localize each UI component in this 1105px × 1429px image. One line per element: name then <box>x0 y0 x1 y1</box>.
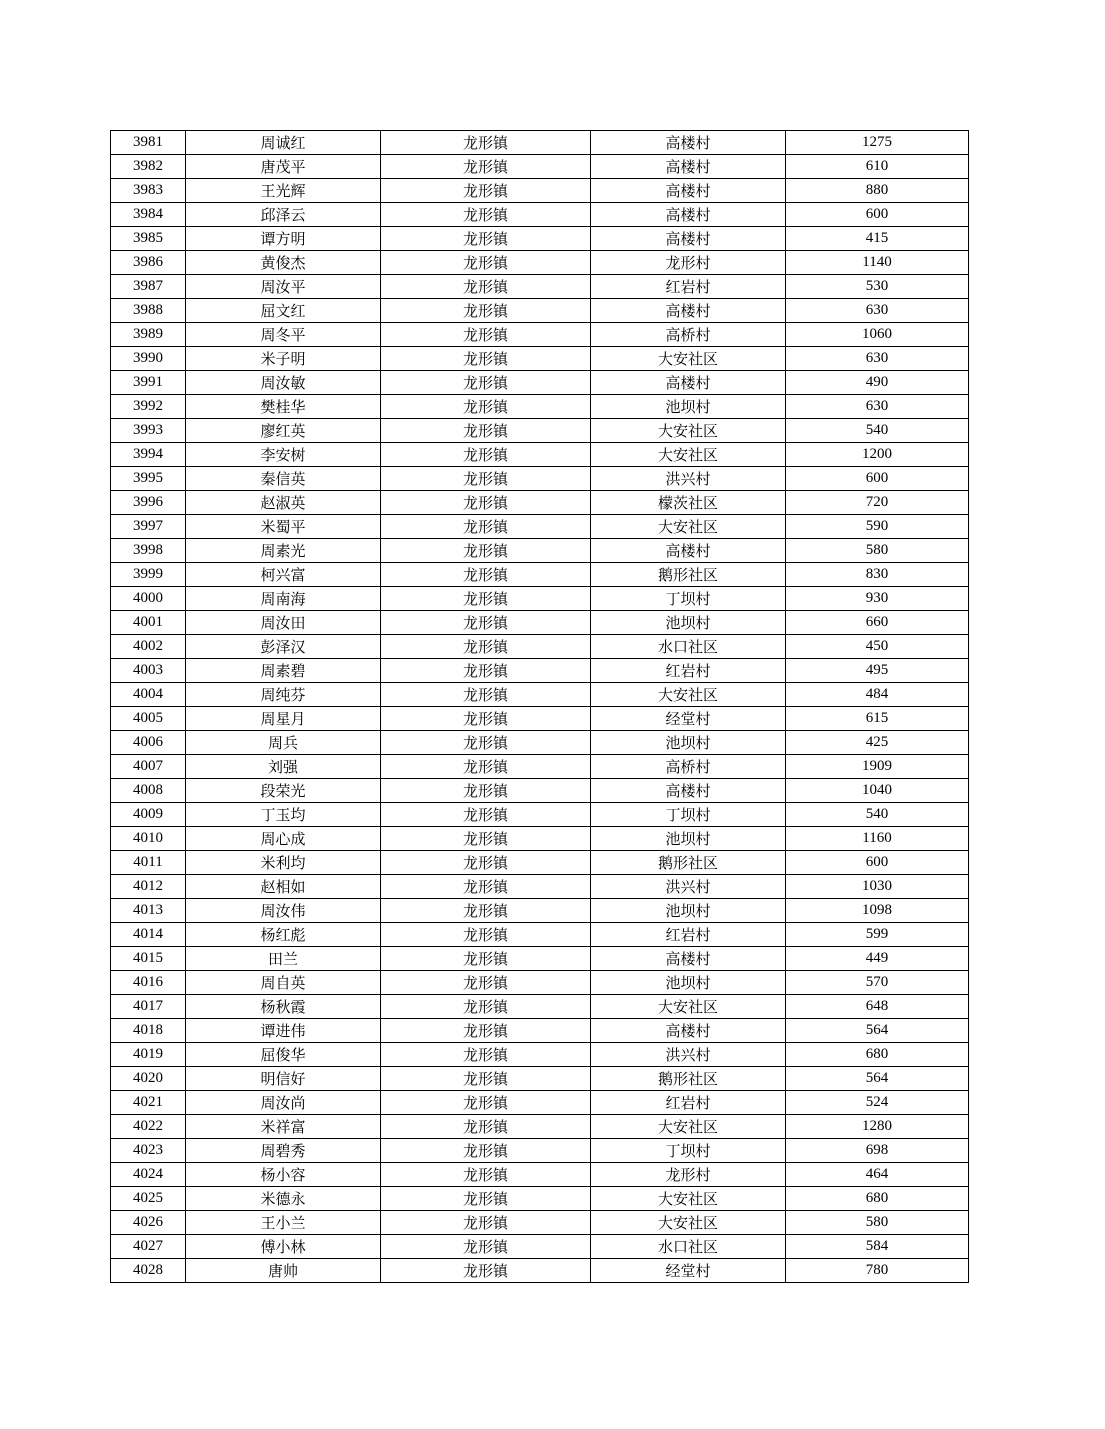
table-cell-id: 4015 <box>111 947 186 971</box>
table-row <box>111 1115 969 1139</box>
table-cell-name: 米德永 <box>186 1187 381 1211</box>
table-cell-town: 龙形镇 <box>381 707 591 731</box>
table-cell-village: 池坝村 <box>591 395 786 419</box>
table-cell-name: 彭泽汉 <box>186 635 381 659</box>
table-cell-amount: 1040 <box>786 779 969 803</box>
table-cell-amount: 630 <box>786 395 969 419</box>
table-cell-id: 4024 <box>111 1163 186 1187</box>
table-cell-village: 高楼村 <box>591 203 786 227</box>
table-cell-amount: 698 <box>786 1139 969 1163</box>
table-cell-id: 4027 <box>111 1235 186 1259</box>
table-cell-name: 段荣光 <box>186 779 381 803</box>
table-cell-id: 4010 <box>111 827 186 851</box>
table-cell-amount: 610 <box>786 155 969 179</box>
table-row <box>111 803 969 827</box>
table-cell-name: 李安树 <box>186 443 381 467</box>
table-cell-id: 4016 <box>111 971 186 995</box>
table-cell-id: 3987 <box>111 275 186 299</box>
table-cell-name: 杨红彪 <box>186 923 381 947</box>
table-cell-amount: 1030 <box>786 875 969 899</box>
table-cell-village: 丁坝村 <box>591 1139 786 1163</box>
table-cell-name: 秦信英 <box>186 467 381 491</box>
table-cell-name: 米利均 <box>186 851 381 875</box>
table-cell-village: 大安社区 <box>591 515 786 539</box>
table-cell-name: 周心成 <box>186 827 381 851</box>
table-cell-amount: 450 <box>786 635 969 659</box>
table-cell-village: 大安社区 <box>591 443 786 467</box>
table-cell-village: 水口社区 <box>591 1235 786 1259</box>
table-cell-name: 唐茂平 <box>186 155 381 179</box>
table-cell-village: 丁坝村 <box>591 587 786 611</box>
table-cell-name: 周诚红 <box>186 131 381 155</box>
table-cell-amount: 584 <box>786 1235 969 1259</box>
table-cell-name: 周冬平 <box>186 323 381 347</box>
table-cell-amount: 1280 <box>786 1115 969 1139</box>
table-cell-town: 龙形镇 <box>381 179 591 203</box>
table-cell-village: 高楼村 <box>591 299 786 323</box>
table-row <box>111 1235 969 1259</box>
table-cell-amount: 660 <box>786 611 969 635</box>
table-cell-amount: 449 <box>786 947 969 971</box>
table-cell-amount: 580 <box>786 539 969 563</box>
table-cell-name: 周兵 <box>186 731 381 755</box>
table-row <box>111 755 969 779</box>
table-cell-amount: 484 <box>786 683 969 707</box>
table-cell-name: 田兰 <box>186 947 381 971</box>
table-cell-village: 大安社区 <box>591 347 786 371</box>
table-cell-name: 周碧秀 <box>186 1139 381 1163</box>
table-cell-name: 周自英 <box>186 971 381 995</box>
table-cell-amount: 1200 <box>786 443 969 467</box>
table-row <box>111 515 969 539</box>
table-cell-amount: 415 <box>786 227 969 251</box>
table-cell-town: 龙形镇 <box>381 1163 591 1187</box>
table-cell-town: 龙形镇 <box>381 1259 591 1283</box>
table-cell-name: 廖红英 <box>186 419 381 443</box>
table-cell-town: 龙形镇 <box>381 1067 591 1091</box>
table-cell-id: 4005 <box>111 707 186 731</box>
table-cell-town: 龙形镇 <box>381 1211 591 1235</box>
table-cell-id: 3985 <box>111 227 186 251</box>
table-cell-name: 王光辉 <box>186 179 381 203</box>
table-row <box>111 899 969 923</box>
table-cell-village: 洪兴村 <box>591 875 786 899</box>
table-cell-village: 龙形村 <box>591 251 786 275</box>
table-row <box>111 1163 969 1187</box>
table-cell-id: 4009 <box>111 803 186 827</box>
table-row <box>111 563 969 587</box>
table-cell-village: 水口社区 <box>591 635 786 659</box>
table-cell-village: 丁坝村 <box>591 803 786 827</box>
table-cell-id: 3997 <box>111 515 186 539</box>
table-row <box>111 707 969 731</box>
table-cell-town: 龙形镇 <box>381 803 591 827</box>
table-cell-village: 红岩村 <box>591 923 786 947</box>
table-cell-amount: 830 <box>786 563 969 587</box>
table-cell-id: 3993 <box>111 419 186 443</box>
table-cell-id: 3989 <box>111 323 186 347</box>
table-cell-amount: 1060 <box>786 323 969 347</box>
table-row <box>111 323 969 347</box>
table-cell-amount: 680 <box>786 1043 969 1067</box>
table-cell-town: 龙形镇 <box>381 251 591 275</box>
table-row <box>111 683 969 707</box>
table-cell-amount: 524 <box>786 1091 969 1115</box>
table-cell-name: 明信好 <box>186 1067 381 1091</box>
table-cell-village: 鹅形社区 <box>591 1067 786 1091</box>
table-cell-town: 龙形镇 <box>381 587 591 611</box>
table-row <box>111 1139 969 1163</box>
data-table <box>110 130 969 1283</box>
table-cell-village: 洪兴村 <box>591 1043 786 1067</box>
table-cell-name: 周南海 <box>186 587 381 611</box>
table-row <box>111 731 969 755</box>
table-cell-name: 赵淑英 <box>186 491 381 515</box>
table-cell-town: 龙形镇 <box>381 899 591 923</box>
table-cell-id: 3981 <box>111 131 186 155</box>
table-cell-name: 王小兰 <box>186 1211 381 1235</box>
table-cell-id: 4022 <box>111 1115 186 1139</box>
table-cell-town: 龙形镇 <box>381 755 591 779</box>
table-cell-village: 大安社区 <box>591 683 786 707</box>
table-cell-name: 赵相如 <box>186 875 381 899</box>
table-cell-name: 屈俊华 <box>186 1043 381 1067</box>
table-cell-amount: 680 <box>786 1187 969 1211</box>
table-cell-town: 龙形镇 <box>381 995 591 1019</box>
table-cell-village: 大安社区 <box>591 1187 786 1211</box>
table-cell-id: 4008 <box>111 779 186 803</box>
table-row <box>111 539 969 563</box>
table-row <box>111 131 969 155</box>
table-cell-amount: 630 <box>786 347 969 371</box>
table-cell-town: 龙形镇 <box>381 1019 591 1043</box>
table-cell-name: 谭方明 <box>186 227 381 251</box>
table-row <box>111 851 969 875</box>
table-cell-town: 龙形镇 <box>381 731 591 755</box>
table-cell-village: 大安社区 <box>591 419 786 443</box>
table-cell-amount: 564 <box>786 1067 969 1091</box>
table-cell-amount: 930 <box>786 587 969 611</box>
table-cell-village: 鹅形社区 <box>591 563 786 587</box>
table-cell-id: 4000 <box>111 587 186 611</box>
table-cell-id: 3995 <box>111 467 186 491</box>
table-row <box>111 155 969 179</box>
table-cell-amount: 1160 <box>786 827 969 851</box>
table-cell-amount: 490 <box>786 371 969 395</box>
table-cell-amount: 564 <box>786 1019 969 1043</box>
table-cell-village: 大安社区 <box>591 1115 786 1139</box>
table-cell-id: 3998 <box>111 539 186 563</box>
table-cell-name: 周汝敏 <box>186 371 381 395</box>
table-cell-village: 高楼村 <box>591 227 786 251</box>
table-cell-village: 红岩村 <box>591 1091 786 1115</box>
table-cell-amount: 540 <box>786 803 969 827</box>
table-cell-town: 龙形镇 <box>381 827 591 851</box>
table-row <box>111 299 969 323</box>
table-cell-amount: 1275 <box>786 131 969 155</box>
table-cell-id: 3984 <box>111 203 186 227</box>
table-cell-village: 池坝村 <box>591 827 786 851</box>
table-cell-id: 4021 <box>111 1091 186 1115</box>
table-cell-amount: 615 <box>786 707 969 731</box>
table-cell-id: 4019 <box>111 1043 186 1067</box>
table-row <box>111 1187 969 1211</box>
table-cell-amount: 600 <box>786 851 969 875</box>
table-cell-name: 米祥富 <box>186 1115 381 1139</box>
table-cell-town: 龙形镇 <box>381 227 591 251</box>
table-cell-town: 龙形镇 <box>381 203 591 227</box>
table-row <box>111 467 969 491</box>
table-row <box>111 587 969 611</box>
table-cell-town: 龙形镇 <box>381 515 591 539</box>
table-row <box>111 275 969 299</box>
table-cell-village: 池坝村 <box>591 731 786 755</box>
table-cell-name: 柯兴富 <box>186 563 381 587</box>
table-cell-name: 周素碧 <box>186 659 381 683</box>
table-cell-name: 丁玉均 <box>186 803 381 827</box>
table-row <box>111 227 969 251</box>
table-row <box>111 995 969 1019</box>
table-cell-amount: 464 <box>786 1163 969 1187</box>
table-cell-village: 高桥村 <box>591 323 786 347</box>
table-cell-village: 高楼村 <box>591 131 786 155</box>
table-cell-name: 屈文红 <box>186 299 381 323</box>
table-cell-amount: 530 <box>786 275 969 299</box>
table-cell-id: 4007 <box>111 755 186 779</box>
table-cell-name: 周星月 <box>186 707 381 731</box>
table-cell-town: 龙形镇 <box>381 275 591 299</box>
table-cell-id: 4026 <box>111 1211 186 1235</box>
table-cell-name: 杨秋霞 <box>186 995 381 1019</box>
table-row <box>111 1019 969 1043</box>
table-cell-name: 周汝田 <box>186 611 381 635</box>
table-cell-amount: 425 <box>786 731 969 755</box>
table-cell-amount: 1909 <box>786 755 969 779</box>
table-cell-village: 高楼村 <box>591 539 786 563</box>
table-cell-name: 米子明 <box>186 347 381 371</box>
table-cell-village: 鹅形社区 <box>591 851 786 875</box>
table-cell-town: 龙形镇 <box>381 611 591 635</box>
table-cell-village: 经堂村 <box>591 707 786 731</box>
table-cell-village: 池坝村 <box>591 971 786 995</box>
table-cell-amount: 580 <box>786 1211 969 1235</box>
table-cell-village: 高桥村 <box>591 755 786 779</box>
table-cell-id: 4014 <box>111 923 186 947</box>
table-cell-amount: 600 <box>786 203 969 227</box>
table-cell-id: 4013 <box>111 899 186 923</box>
table-row <box>111 827 969 851</box>
table-cell-town: 龙形镇 <box>381 323 591 347</box>
table-cell-id: 4018 <box>111 1019 186 1043</box>
table-cell-id: 4017 <box>111 995 186 1019</box>
table-cell-village: 高楼村 <box>591 779 786 803</box>
table-cell-village: 大安社区 <box>591 995 786 1019</box>
table-cell-amount: 880 <box>786 179 969 203</box>
table-cell-town: 龙形镇 <box>381 1187 591 1211</box>
table-cell-name: 黄俊杰 <box>186 251 381 275</box>
table-cell-name: 周汝平 <box>186 275 381 299</box>
table-cell-town: 龙形镇 <box>381 923 591 947</box>
table-cell-town: 龙形镇 <box>381 947 591 971</box>
table-cell-village: 龙形村 <box>591 1163 786 1187</box>
table-cell-amount: 540 <box>786 419 969 443</box>
table-cell-town: 龙形镇 <box>381 659 591 683</box>
table-cell-town: 龙形镇 <box>381 875 591 899</box>
table-cell-amount: 570 <box>786 971 969 995</box>
table-cell-id: 3992 <box>111 395 186 419</box>
table-cell-id: 4002 <box>111 635 186 659</box>
table-row <box>111 395 969 419</box>
table-cell-id: 4020 <box>111 1067 186 1091</box>
table-cell-amount: 590 <box>786 515 969 539</box>
table-cell-town: 龙形镇 <box>381 971 591 995</box>
table-cell-amount: 1098 <box>786 899 969 923</box>
table-cell-name: 周纯芬 <box>186 683 381 707</box>
table-cell-id: 3983 <box>111 179 186 203</box>
table-row <box>111 971 969 995</box>
table-cell-town: 龙形镇 <box>381 467 591 491</box>
table-cell-town: 龙形镇 <box>381 1115 591 1139</box>
table-cell-name: 杨小容 <box>186 1163 381 1187</box>
table-cell-id: 4025 <box>111 1187 186 1211</box>
table-row <box>111 923 969 947</box>
table-row <box>111 179 969 203</box>
table-row <box>111 251 969 275</box>
table-cell-town: 龙形镇 <box>381 155 591 179</box>
table-cell-town: 龙形镇 <box>381 1139 591 1163</box>
table-cell-amount: 630 <box>786 299 969 323</box>
table-cell-town: 龙形镇 <box>381 539 591 563</box>
table-row <box>111 419 969 443</box>
table-cell-id: 4012 <box>111 875 186 899</box>
table-cell-id: 4006 <box>111 731 186 755</box>
table-cell-village: 红岩村 <box>591 659 786 683</box>
table-cell-amount: 495 <box>786 659 969 683</box>
table-cell-amount: 600 <box>786 467 969 491</box>
table-cell-town: 龙形镇 <box>381 347 591 371</box>
table-cell-id: 4001 <box>111 611 186 635</box>
table-cell-village: 高楼村 <box>591 947 786 971</box>
table-cell-town: 龙形镇 <box>381 299 591 323</box>
table-cell-id: 3990 <box>111 347 186 371</box>
table-cell-id: 4028 <box>111 1259 186 1283</box>
table-row <box>111 1259 969 1283</box>
table-row <box>111 659 969 683</box>
table-cell-name: 周汝伟 <box>186 899 381 923</box>
table-cell-amount: 1140 <box>786 251 969 275</box>
table-cell-name: 周汝尚 <box>186 1091 381 1115</box>
table-cell-name: 樊桂华 <box>186 395 381 419</box>
table-cell-village: 高楼村 <box>591 1019 786 1043</box>
table-cell-town: 龙形镇 <box>381 395 591 419</box>
table-cell-town: 龙形镇 <box>381 443 591 467</box>
table-cell-name: 邱泽云 <box>186 203 381 227</box>
table-cell-id: 4023 <box>111 1139 186 1163</box>
table-cell-id: 4011 <box>111 851 186 875</box>
table-cell-village: 红岩村 <box>591 275 786 299</box>
table-cell-town: 龙形镇 <box>381 419 591 443</box>
table-row <box>111 611 969 635</box>
table-row <box>111 1043 969 1067</box>
table-cell-amount: 780 <box>786 1259 969 1283</box>
table-cell-name: 米蜀平 <box>186 515 381 539</box>
table-cell-id: 4003 <box>111 659 186 683</box>
table-cell-village: 高楼村 <box>591 371 786 395</box>
table-cell-id: 4004 <box>111 683 186 707</box>
table-cell-amount: 648 <box>786 995 969 1019</box>
table-cell-name: 唐帅 <box>186 1259 381 1283</box>
table-cell-village: 高楼村 <box>591 179 786 203</box>
table-row <box>111 491 969 515</box>
table-cell-name: 谭进伟 <box>186 1019 381 1043</box>
table-cell-village: 池坝村 <box>591 611 786 635</box>
table-cell-id: 3986 <box>111 251 186 275</box>
table-cell-name: 周素光 <box>186 539 381 563</box>
table-cell-village: 经堂村 <box>591 1259 786 1283</box>
table-cell-id: 3994 <box>111 443 186 467</box>
table-row <box>111 443 969 467</box>
table-cell-village: 大安社区 <box>591 1211 786 1235</box>
table-row <box>111 203 969 227</box>
table-row <box>111 347 969 371</box>
table-body <box>111 131 969 1283</box>
table-cell-id: 3982 <box>111 155 186 179</box>
table-row <box>111 635 969 659</box>
table-row <box>111 1067 969 1091</box>
table-cell-id: 3996 <box>111 491 186 515</box>
table-cell-name: 刘强 <box>186 755 381 779</box>
table-cell-id: 3991 <box>111 371 186 395</box>
table-row <box>111 779 969 803</box>
table-cell-amount: 599 <box>786 923 969 947</box>
table-row <box>111 371 969 395</box>
table-cell-village: 洪兴村 <box>591 467 786 491</box>
table-row <box>111 1211 969 1235</box>
table-cell-town: 龙形镇 <box>381 851 591 875</box>
table-row <box>111 947 969 971</box>
table-cell-id: 3988 <box>111 299 186 323</box>
table-cell-id: 3999 <box>111 563 186 587</box>
table-cell-town: 龙形镇 <box>381 1091 591 1115</box>
table-cell-town: 龙形镇 <box>381 683 591 707</box>
table-row <box>111 875 969 899</box>
table-cell-town: 龙形镇 <box>381 1235 591 1259</box>
table-cell-amount: 720 <box>786 491 969 515</box>
table-cell-town: 龙形镇 <box>381 1043 591 1067</box>
table-cell-town: 龙形镇 <box>381 371 591 395</box>
table-cell-town: 龙形镇 <box>381 563 591 587</box>
table-cell-village: 檬茨社区 <box>591 491 786 515</box>
table-cell-town: 龙形镇 <box>381 635 591 659</box>
table-cell-town: 龙形镇 <box>381 491 591 515</box>
table-cell-town: 龙形镇 <box>381 131 591 155</box>
table-cell-village: 高楼村 <box>591 155 786 179</box>
table-cell-town: 龙形镇 <box>381 779 591 803</box>
table-cell-name: 傅小林 <box>186 1235 381 1259</box>
table-cell-village: 池坝村 <box>591 899 786 923</box>
table-row <box>111 1091 969 1115</box>
